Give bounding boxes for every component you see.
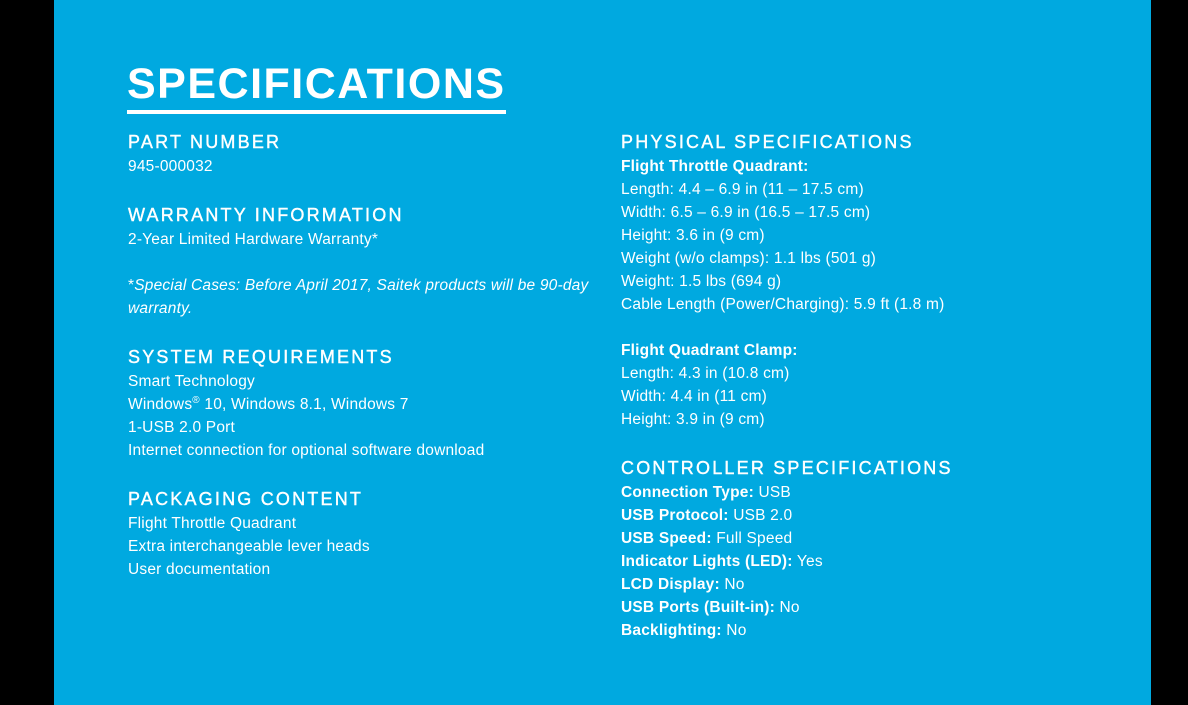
packaging-heading: PACKAGING CONTENT	[128, 489, 364, 509]
controller-spec-label: Connection Type:	[621, 484, 754, 501]
quadrant-spec: Width: 6.5 – 6.9 in (16.5 – 17.5 cm)	[621, 204, 871, 221]
controller-specs-section	[621, 455, 1081, 642]
warranty-heading: WARRANTY INFORMATION	[128, 205, 404, 225]
warranty-note-star: *	[128, 277, 135, 294]
physical-specs-section	[621, 129, 1081, 431]
controller-spec-value: No	[726, 622, 747, 639]
system-requirements-section	[128, 344, 598, 462]
part-number-heading: PART NUMBER	[128, 132, 282, 152]
controller-spec-label: Indicator Lights (LED):	[621, 553, 793, 570]
clamp-spec: Width: 4.4 in (11 cm)	[621, 388, 768, 405]
right-column	[621, 129, 1081, 642]
part-number-section	[128, 129, 598, 178]
controller-spec-label: LCD Display:	[621, 576, 720, 593]
warranty-value: 2-Year Limited Hardware Warranty*	[128, 231, 379, 248]
quadrant-spec: Cable Length (Power/Charging): 5.9 ft (1.8 m)	[621, 296, 945, 313]
controller-spec-value: Yes	[796, 553, 823, 570]
controller-spec-row	[621, 527, 1081, 550]
controller-spec-row	[621, 550, 1081, 573]
controller-spec-label: USB Protocol:	[621, 507, 729, 524]
controller-spec-value: USB	[758, 484, 791, 501]
clamp-spec: Height: 3.9 in (9 cm)	[621, 411, 765, 428]
physical-specs-heading: PHYSICAL SPECIFICATIONS	[621, 132, 914, 152]
controller-spec-value: No	[724, 576, 745, 593]
controller-spec-value: Full Speed	[716, 530, 793, 547]
clamp-spec: Length: 4.3 in (10.8 cm)	[621, 365, 790, 382]
controller-spec-row	[621, 481, 1081, 504]
controller-spec-row	[621, 619, 1081, 642]
quadrant-spec: Weight (w/o clamps): 1.1 lbs (501 g)	[621, 250, 877, 267]
controller-spec-row	[621, 573, 1081, 596]
warranty-note	[128, 274, 598, 320]
quadrant-spec: Weight: 1.5 lbs (694 g)	[621, 273, 782, 290]
page-title: SPECIFICATIONS	[127, 60, 506, 114]
packaging-item: User documentation	[128, 561, 271, 578]
warranty-note-text: Special Cases: Before April 2017, Saitek products will be 90-day warranty.	[128, 277, 589, 317]
windows-versions: 10, Windows 8.1, Windows 7	[204, 396, 409, 413]
system-req-item: Internet connection for optional software download	[128, 442, 485, 459]
controller-spec-value: USB 2.0	[733, 507, 793, 524]
controller-spec-label: USB Speed:	[621, 530, 712, 547]
system-req-item: Smart Technology	[128, 373, 255, 390]
packaging-item: Flight Throttle Quadrant	[128, 515, 297, 532]
clamp-subheading: Flight Quadrant Clamp:	[621, 342, 798, 359]
controller-spec-label: USB Ports (Built-in):	[621, 599, 776, 616]
quadrant-spec: Height: 3.6 in (9 cm)	[621, 227, 765, 244]
controller-spec-row	[621, 504, 1081, 527]
system-requirements-heading: SYSTEM REQUIREMENTS	[128, 347, 394, 367]
part-number-value: 945-000032	[128, 158, 213, 175]
controller-specs-heading: CONTROLLER SPECIFICATIONS	[621, 458, 953, 478]
registered-mark: ®	[192, 394, 200, 406]
windows-prefix: Windows	[128, 396, 193, 413]
quadrant-spec: Length: 4.4 – 6.9 in (11 – 17.5 cm)	[621, 181, 864, 198]
controller-spec-row	[621, 596, 1081, 619]
quadrant-subheading: Flight Throttle Quadrant:	[621, 158, 809, 175]
warranty-section	[128, 202, 598, 320]
left-column	[128, 129, 598, 581]
packaging-item: Extra interchangeable lever heads	[128, 538, 370, 555]
packaging-section	[128, 486, 598, 581]
controller-spec-value: No	[779, 599, 800, 616]
controller-spec-label: Backlighting:	[621, 622, 722, 639]
system-req-item: 1-USB 2.0 Port	[128, 419, 236, 436]
system-req-item-windows	[128, 393, 598, 416]
